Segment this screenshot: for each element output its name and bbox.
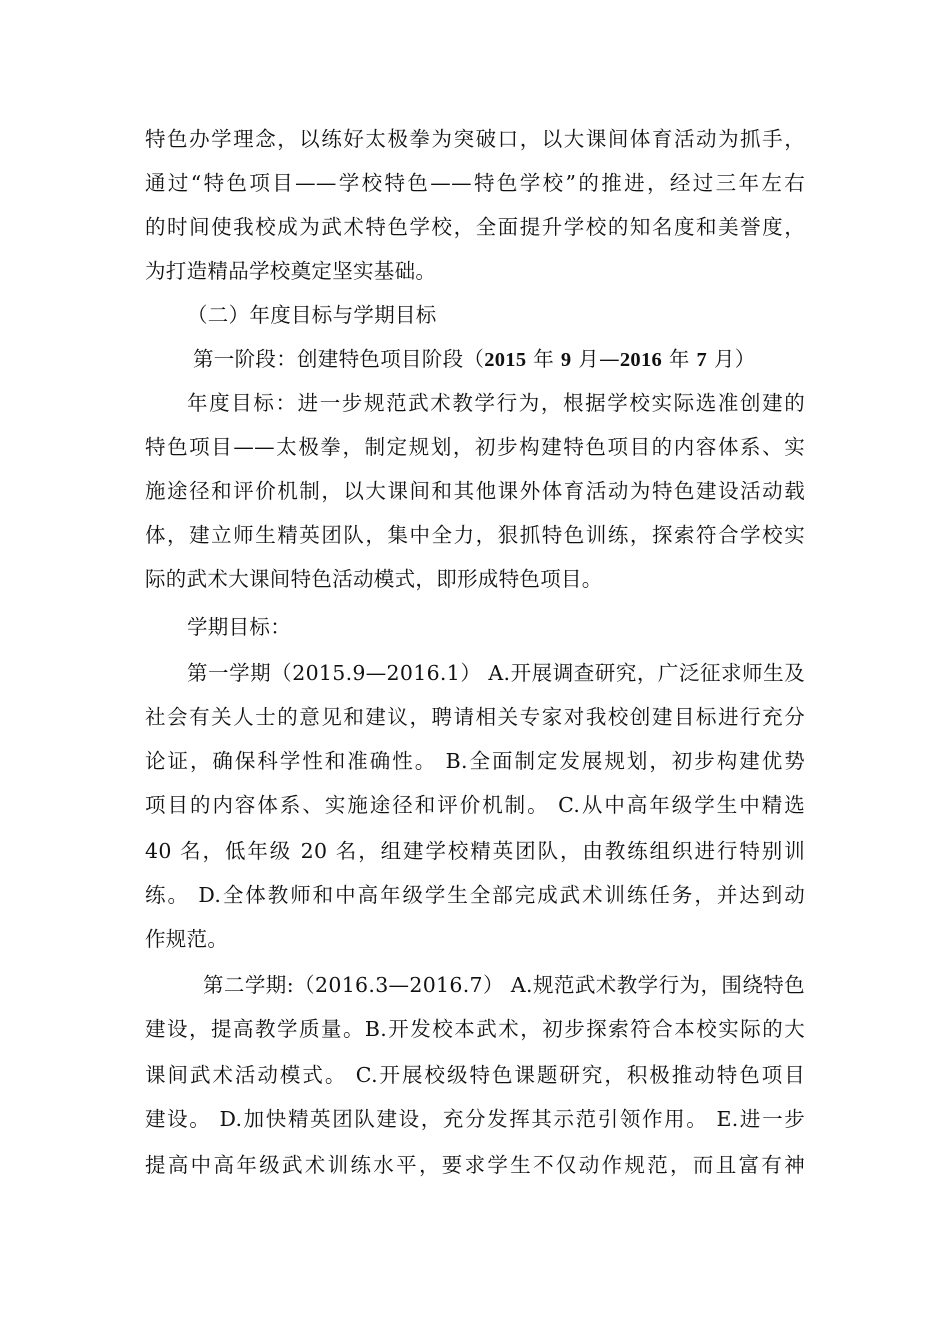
stage-month-label: 月— [578,347,620,371]
paragraph-line: 特色办学理念，以练好太极拳为突破口，以大课间体育活动为抓手， [145,127,805,151]
stage-start-month: 9 [560,349,572,371]
paragraph-line: 施途径和评价机制，以大课间和其他课外体育活动为特色建设活动载 [145,479,805,503]
paragraph-line: 为打造精品学校奠定坚实基础。 [145,259,437,283]
stage-year-label: 年 [533,347,555,371]
paragraph-line: 第一学期（2015.9—2016.1） A.开展调查研究，广泛征求师生及 [187,661,805,685]
paragraph-line: 特色项目——太极拳，制定规划，初步构建特色项目的内容体系、实 [145,435,805,459]
paragraph-line: 年度目标：进一步规范武术教学行为，根据学校实际选准创建的 [187,391,805,415]
paragraph-line: 40 名，低年级 20 名，组建学校精英团队，由教练组织进行特别训 [145,839,805,863]
paragraph-line: 练。 D.全体教师和中高年级学生全部完成武术训练任务，并达到动 [145,883,805,907]
stage-end-year: 2016 [619,349,663,371]
paragraph-line: 项目的内容体系、实施途径和评价机制。 C.从中高年级学生中精选 [145,793,805,817]
paragraph-line: 作规范。 [145,927,229,951]
paragraph-line: 社会有关人士的意见和建议，聘请相关专家对我校创建目标进行充分 [145,705,805,729]
stage-start-year: 2015 [484,349,527,371]
stage-year-label: 年 [668,347,690,371]
paragraph-line: 的时间使我校成为武术特色学校，全面提升学校的知名度和美誉度， [145,215,805,239]
paragraph-line: 际的武术大课间特色活动模式，即形成特色项目。 [145,567,603,591]
paragraph-line: 第二学期:（2016.3—2016.7） A.规范武术教学行为，围绕特色 [203,973,805,997]
stage-month-label: 月） [713,347,756,371]
paragraph-line: 建设，提高教学质量。B.开发校本武术，初步探索符合本校实际的大 [145,1017,805,1041]
stage-end-month: 7 [696,349,708,371]
paragraph-line: 体，建立师生精英团队，集中全力，狠抓特色训练，探索符合学校实 [145,523,805,547]
paragraph-line: 课间武术活动模式。 C.开展校级特色课题研究，积极推动特色项目 [145,1063,805,1087]
paragraph-line: 通过“特色项目——学校特色——特色学校”的推进，经过三年左右 [145,171,805,195]
paragraph-line: 提高中高年级武术训练水平，要求学生不仅动作规范，而且富有神 [145,1153,805,1177]
stage-heading [193,344,813,374]
stage-heading-text: 第一阶段：创建特色项目阶段（ [193,347,485,371]
semester-goals-label: 学期目标： [187,615,291,639]
paragraph-line: 建设。 D.加快精英团队建设，充分发挥其示范引领作用。 E.进一步 [145,1107,805,1131]
section-heading: （二）年度目标与学期目标 [187,303,437,327]
paragraph-line: 论证，确保科学性和准确性。 B.全面制定发展规划，初步构建优势 [145,749,805,773]
